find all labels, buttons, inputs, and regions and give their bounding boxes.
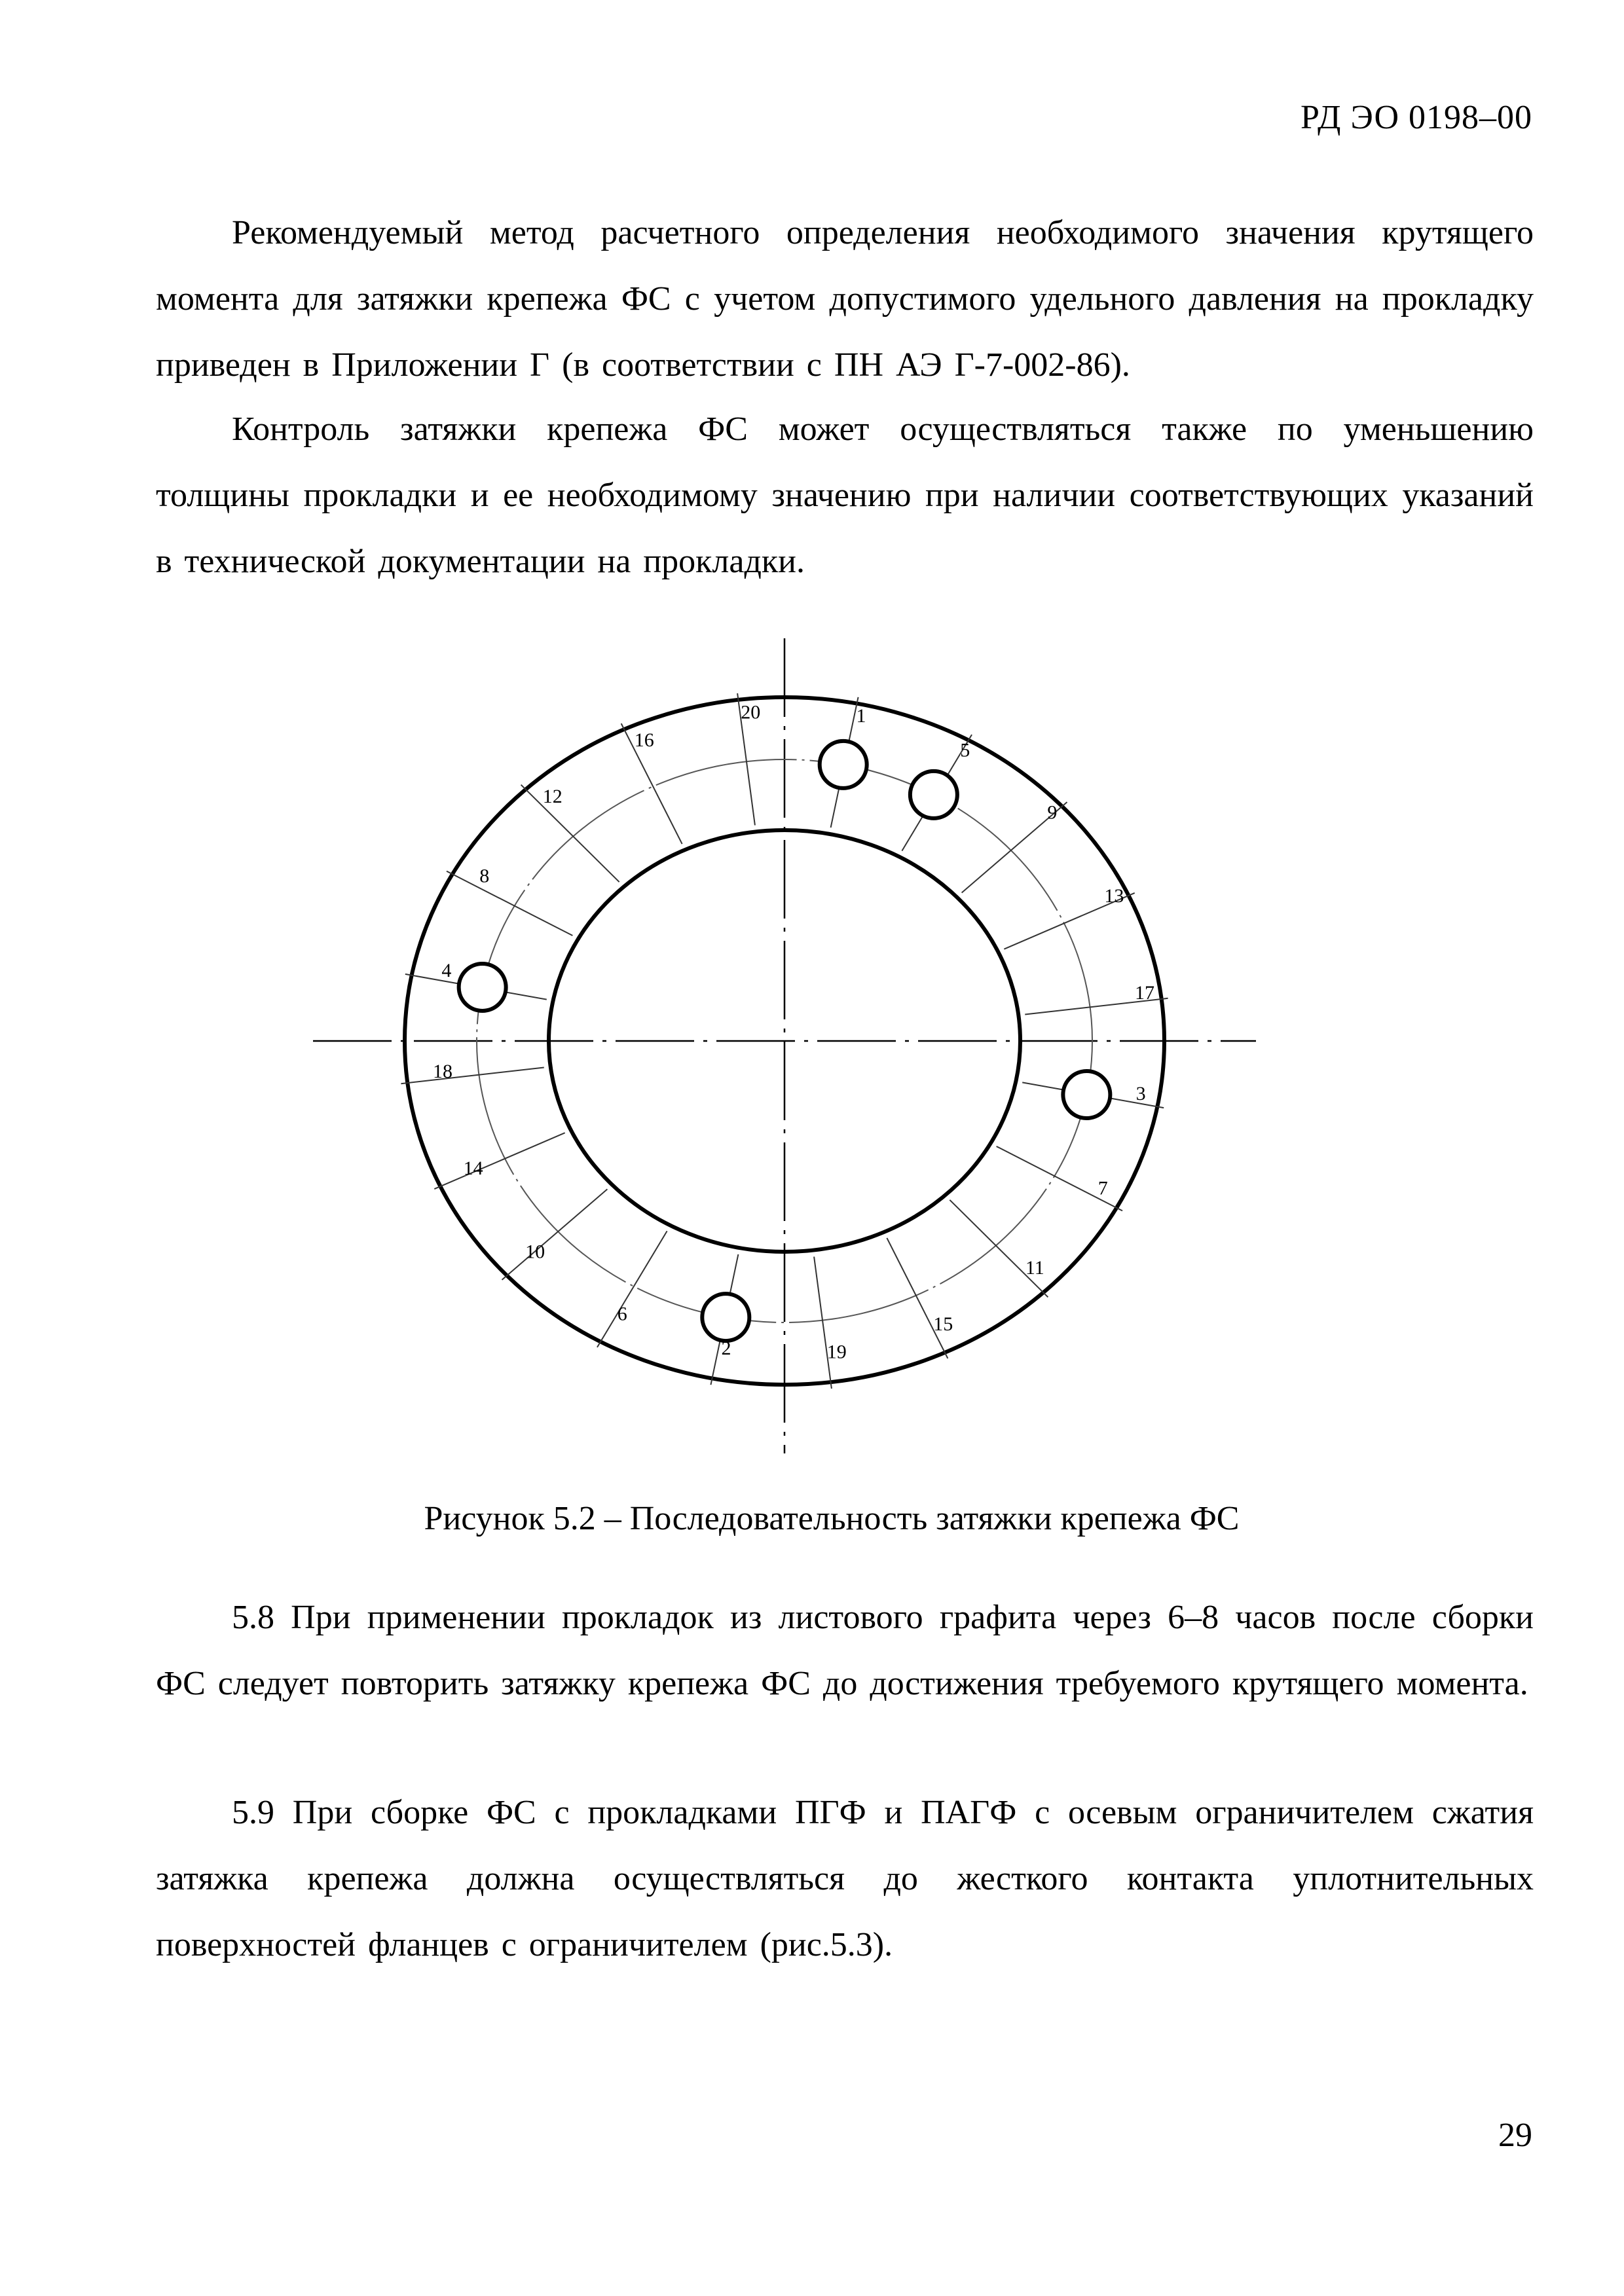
figure-caption: Рисунок 5.2 – Последовательность затяжки крепежа ФС (424, 1500, 1240, 1537)
bolt-mark-line-14 (434, 1133, 564, 1189)
bolt-hole-4 (459, 964, 506, 1011)
bolt-number-4: 4 (441, 960, 452, 982)
bolt-mark-line-12 (521, 785, 619, 882)
bolt-mark-line-15 (887, 1238, 948, 1358)
bolt-mark-line-8 (447, 871, 572, 936)
bolt-hole-2 (702, 1294, 749, 1341)
bolt-number-20: 20 (741, 701, 761, 723)
bolt-mark-line-18 (401, 1067, 544, 1084)
bolt-hole-3 (1063, 1071, 1110, 1118)
bolt-number-2: 2 (721, 1337, 731, 1359)
bolt-number-3: 3 (1135, 1082, 1146, 1104)
bolt-tightening-diagram (313, 638, 1256, 1457)
bolt-number-18: 18 (433, 1060, 453, 1082)
bolt-mark-line-10 (502, 1189, 608, 1279)
bolt-number-1: 1 (856, 705, 866, 727)
bolt-number-9: 9 (1047, 801, 1058, 824)
bolt-number-16: 16 (634, 729, 654, 752)
bolt-mark-line-11 (950, 1200, 1048, 1297)
paragraph-gasket-control: Контроль затяжки крепежа ФС может осуществляться также по уменьшению толщины прокладки и ее необходимому значению при наличии соответствующих указаний в технической документации на прокладки. (156, 410, 1534, 580)
paragraph-5-8: 5.8 При применении прокладок из листового графита через 6–8 часов после сборки ФС следует повторить затяжку крепежа ФС до достижения требуемого крутящего момента. (156, 1599, 1534, 1702)
page-number: 29 (1498, 2117, 1532, 2154)
bolt-number-7: 7 (1098, 1177, 1108, 1199)
bolt-number-8: 8 (479, 865, 490, 887)
bolt-hole-5 (910, 771, 957, 818)
paragraph-5-9: 5.9 При сборке ФС с прокладками ПГФ и ПАГФ с осевым ограничителем сжатия затяжка крепежа должна осуществляться до жесткого контакта уплотнительных поверхностей фланцев с ограничителем (рис.5.3). (156, 1794, 1534, 1963)
bolt-number-19: 19 (826, 1341, 847, 1363)
document-code: РД ЭО 0198–00 (1301, 99, 1532, 136)
bolt-number-14: 14 (463, 1157, 483, 1179)
bolt-number-17: 17 (1134, 982, 1154, 1004)
paragraph-torque-method: Рекомендуемый метод расчетного определения необходимого значения крутящего момента для затяжки крепежа ФС с учетом допустимого удельного давления на прокладку приведен в Приложении Г (в соответствии с ПН АЭ Г-7-002-86). (156, 214, 1534, 384)
bolt-number-5: 5 (960, 739, 970, 761)
bolt-number-6: 6 (617, 1303, 627, 1325)
bolt-number-15: 15 (933, 1313, 953, 1335)
bolt-hole-1 (820, 741, 867, 788)
bolt-number-13: 13 (1104, 885, 1124, 907)
bolt-number-11: 11 (1025, 1256, 1044, 1279)
bolt-mark-line-19 (814, 1257, 832, 1389)
bolt-mark-line-6 (597, 1231, 667, 1347)
bolt-number-12: 12 (542, 786, 563, 808)
bolt-number-10: 10 (525, 1241, 545, 1263)
